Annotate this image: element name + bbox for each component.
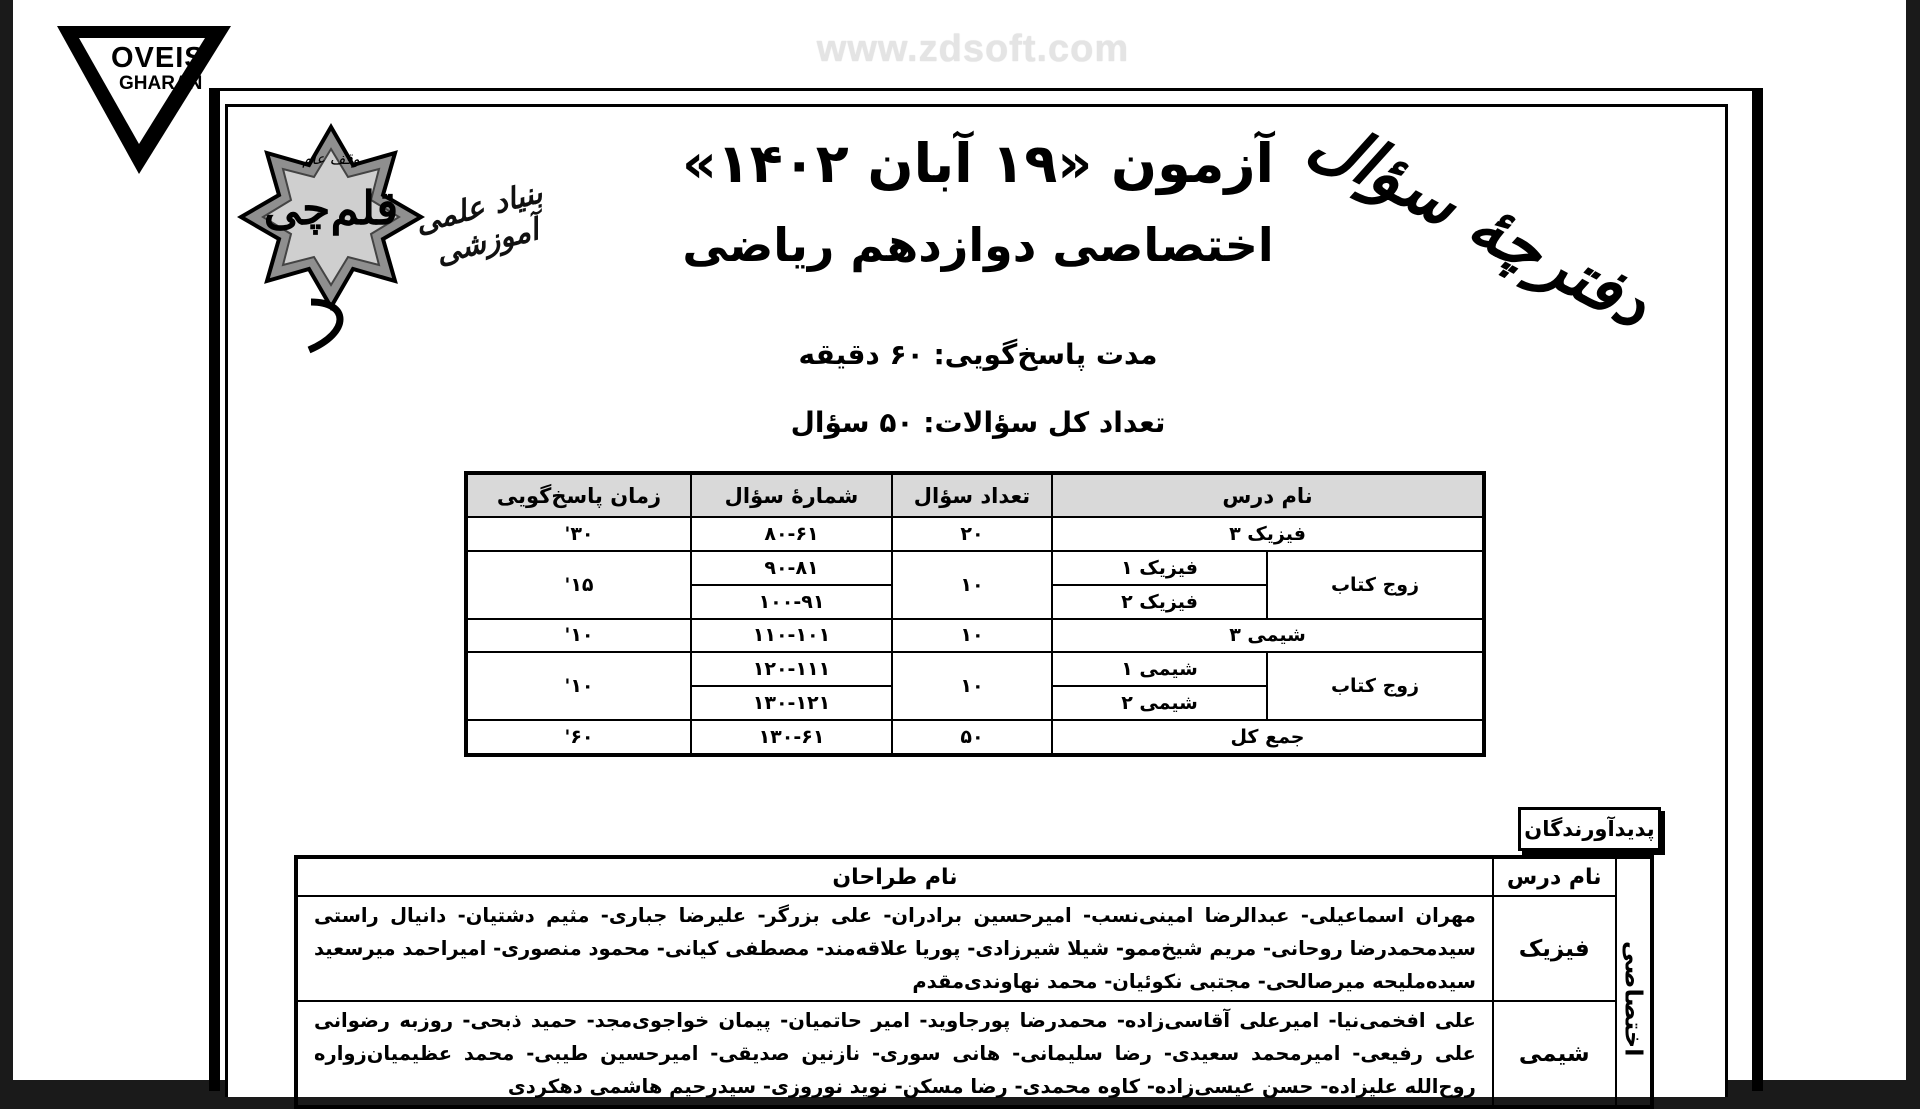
table-row	[296, 1001, 1652, 1107]
table-row	[466, 652, 1484, 686]
creators-subject-chemistry: شیمی	[1493, 1001, 1616, 1107]
subject-cell: فیزیک ۱	[1052, 551, 1267, 585]
count-cell: ۵۰	[892, 720, 1052, 755]
range-cell: ۱۲۰-۱۱۱	[691, 652, 892, 686]
designers-line: علی رفیعی- امیرمحمد سعیدی- رضا سلیمانی- هانی سوری- نازنین صدیقی- امیرحسین طیبی- محمد عظیمیان‌زواره	[314, 1042, 1476, 1065]
total-questions-line: تعداد کل سؤالات: ۵۰ سؤال	[790, 406, 1166, 439]
category-header	[1616, 857, 1652, 896]
designers-physics	[296, 896, 1493, 1001]
table-row	[466, 619, 1484, 653]
table-row	[466, 720, 1484, 755]
booklet-title: دفترچهٔ سؤال	[1298, 100, 1664, 344]
count-cell: ۱۰	[892, 652, 1052, 720]
pair-label-cell: زوج کتاب	[1267, 652, 1484, 720]
header-time: زمان پاسخ‌گویی	[466, 473, 691, 517]
logo-line-1: OVEIS	[111, 42, 205, 74]
range-cell: ۱۱۰-۱۰۱	[691, 619, 892, 653]
range-cell: ۱۳۰-۶۱	[691, 720, 892, 755]
designers-line: روح‌الله علیزاده- حسن عیسی‌زاده- کاوه محمدی- رضا مسکن- نوید نوروزی- سیدرحیم هاشمی دهکردی	[507, 1075, 1476, 1098]
table-row	[466, 517, 1484, 551]
time-cell: ۱۵'	[466, 551, 691, 619]
table-header-row	[466, 473, 1484, 517]
table-row	[296, 896, 1652, 1001]
designers-chemistry	[296, 1001, 1493, 1107]
category-label: اختصاصی	[1619, 940, 1648, 1057]
pair-label-cell: زوج کتاب	[1267, 551, 1484, 619]
creators-subject-physics: فیزیک	[1493, 896, 1616, 1001]
count-cell: ۱۰	[892, 551, 1052, 619]
watermark: www.zdsoft.com	[816, 28, 1130, 70]
header-subject: نام درس	[1052, 473, 1484, 517]
time-cell: ۶۰'	[466, 720, 691, 755]
document-viewer	[13, 0, 1906, 1098]
range-cell: ۸۰-۶۱	[691, 517, 892, 551]
duration-line: مدت پاسخ‌گویی: ۶۰ دقیقه	[798, 338, 1158, 371]
time-cell: ۱۰'	[466, 619, 691, 653]
subject-cell: جمع کل	[1052, 720, 1484, 755]
emblem-text: قلم‌چی	[263, 181, 399, 235]
count-cell: ۱۰	[892, 619, 1052, 653]
range-cell: ۱۰۰-۹۱	[691, 585, 892, 619]
subject-cell: شیمی ۳	[1052, 619, 1484, 653]
exam-title: آزمون «۱۹ آبان ۱۴۰۲»	[681, 132, 1275, 195]
table-row	[466, 551, 1484, 585]
exam-schedule-table	[464, 471, 1486, 757]
emblem-tag: وقف عام	[302, 150, 360, 168]
designers-line: سیدمحمدرضا روحانی- مریم شیخ‌ممو- شیلا شیرزادی- پوریا علاقه‌مند- مصطفی کیانی- محمود منصوری- امیراحمد میرسعید	[314, 937, 1476, 960]
header-range: شمارهٔ سؤال	[691, 473, 892, 517]
logo-line-2: GHARAN	[119, 73, 203, 94]
subject-cell: شیمی ۲	[1052, 686, 1267, 720]
header-count: تعداد سؤال	[892, 473, 1052, 517]
creators-header-designers: نام طراحان	[296, 857, 1493, 896]
subject-cell: فیزیک ۲	[1052, 585, 1267, 619]
ghalamchi-emblem-icon	[231, 112, 431, 357]
creators-badge: پدیدآورندگان	[1518, 807, 1661, 851]
creators-header-subject: نام درس	[1493, 857, 1616, 896]
category-cell	[1616, 896, 1652, 1107]
subject-cell: فیزیک ۳	[1052, 517, 1484, 551]
count-cell: ۲۰	[892, 517, 1052, 551]
designers-line: مهران اسماعیلی- عبدالرضا امینی‌نسب- امیرحسین برادران- علی بزرگر- علیرضا جباری- مثیم دشتیان- دانیال راستی	[314, 904, 1476, 927]
creators-header-row	[296, 857, 1652, 896]
time-cell: ۳۰'	[466, 517, 691, 551]
subject-cell: شیمی ۱	[1052, 652, 1267, 686]
range-cell: ۱۳۰-۱۲۱	[691, 686, 892, 720]
designers-line: علی افخمی‌نیا- امیرعلی آقاسی‌زاده- محمدرضا پورجاوید- امیر حاتمیان- پیمان خواجوی‌مجد- حمید ذبحی- روزبه رضوانی	[314, 1009, 1476, 1032]
time-cell: ۱۰'	[466, 652, 691, 720]
brand-name: بنیاد علمی آموزشی	[411, 175, 546, 272]
range-cell: ۹۰-۸۱	[691, 551, 892, 585]
exam-subtitle: اختصاصی دوازدهم ریاضی	[682, 218, 1274, 272]
creators-table	[294, 855, 1654, 1109]
designers-line: سیده‌ملیحه میرصالحی- مجتبی نکوئیان- محمد نهاوندی‌مقدم	[912, 970, 1476, 993]
